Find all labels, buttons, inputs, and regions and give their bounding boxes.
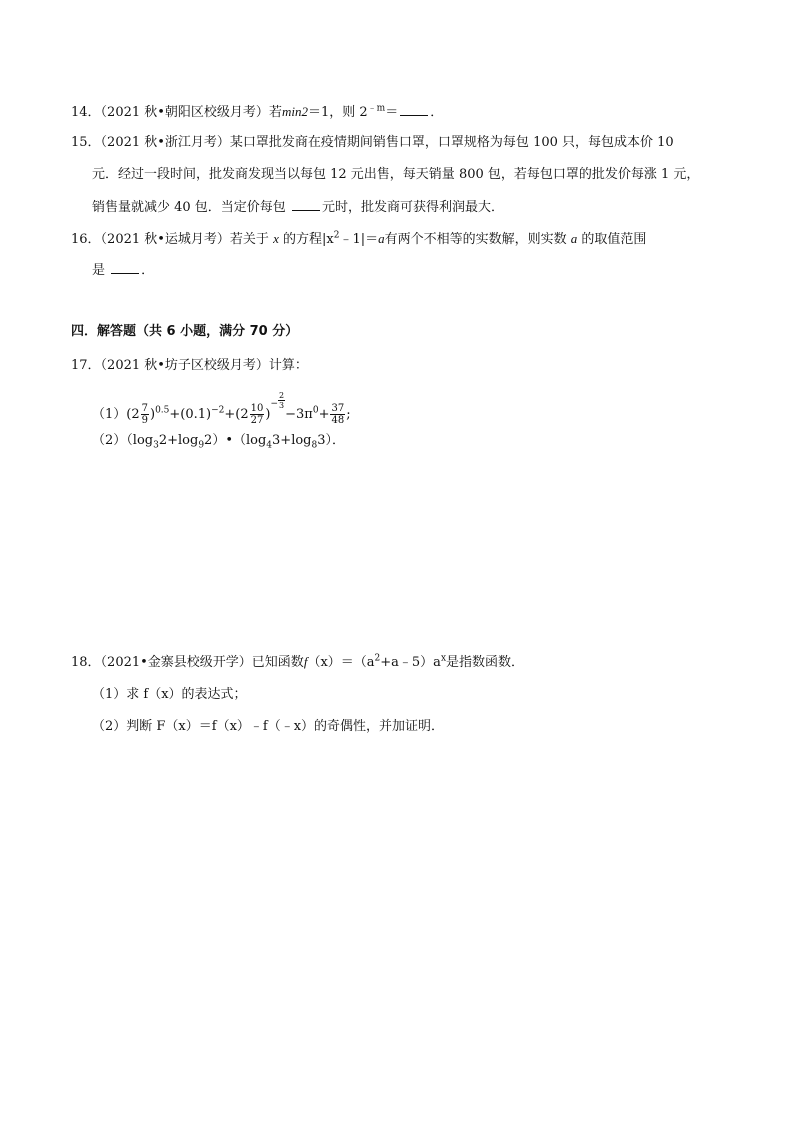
question-15-line-2: 元．经过一段时间，批发商发现当以每包 12 元出售，每天销量 800 包，若每包口罩的批发价每涨 1 元， [92, 167, 700, 182]
question-number: 14． [71, 105, 101, 120]
fraction: $\frac{7}{9}$ [141, 403, 148, 426]
question-16-line-2: 是 ． [92, 260, 154, 281]
question-number: 18． [71, 655, 101, 670]
question-15-line-1: 15．（2021 秋•浙江月考）某口罩批发商在疫情期间销售口罩，口罩规格为每包 100 只，每包成本价 10 [71, 135, 674, 150]
question-number: 15． [71, 135, 101, 150]
question-number: 16． [71, 232, 101, 247]
question-15-line-3: 销售量就减少 40 包．当定价每包 元时，批发商可获得利润最大． [92, 197, 504, 218]
answer-blank[interactable] [111, 260, 139, 274]
question-17: 17．（2021 秋•坊子区校级月考）计算： [71, 358, 308, 373]
fraction-exponent: $\frac{2}{3}$ [279, 391, 285, 410]
question-source: （2021 秋•朝阳区校级月考） [100, 105, 269, 120]
question-18: 18．（2021•金寨县校级开学）已知函数$f(x)=(a^2+a﹣5)a^x$是指数函数． [71, 653, 525, 670]
question-number: 17． [71, 358, 101, 373]
fraction: $\frac{37}{48}$ [331, 403, 345, 426]
fraction: $\frac{10}{27}$ [250, 403, 264, 426]
question-17-part-2: $(2)(\log_32+\log_92)•(\log_43+\log_83)$． [92, 433, 346, 451]
question-14: 14．（2021 秋•朝阳区校级月考）若min2＝1，则 $2^{﹣m}=$ ． [71, 103, 444, 120]
question-18-part-2: （2）判断 F（x）＝f（x）﹣f（﹣x）的奇偶性，并加证明． [92, 719, 445, 734]
question-17-part-1: （1）(2 $\frac{7}{9}$ )$^{0.5}+(0.1)^{-2}+(2$ $\frac{10}{27}$ )− $\frac{2}{3}$ $-3\pi^0+$ $\frac{37}{48}$ ; [92, 391, 351, 426]
question-16-line-1: 16．（2021 秋•运城月考）若关于 x 的方程$|x^2﹣1|=a$有两个不相等的实数解，则实数 a 的取值范围 [71, 230, 647, 247]
section-heading: 四．解答题（共 6 小题，满分 70 分） [71, 324, 299, 339]
question-18-part-1: （1）求 f（x）的表达式； [92, 687, 247, 702]
answer-blank[interactable] [292, 197, 320, 211]
answer-blank[interactable] [400, 102, 428, 116]
